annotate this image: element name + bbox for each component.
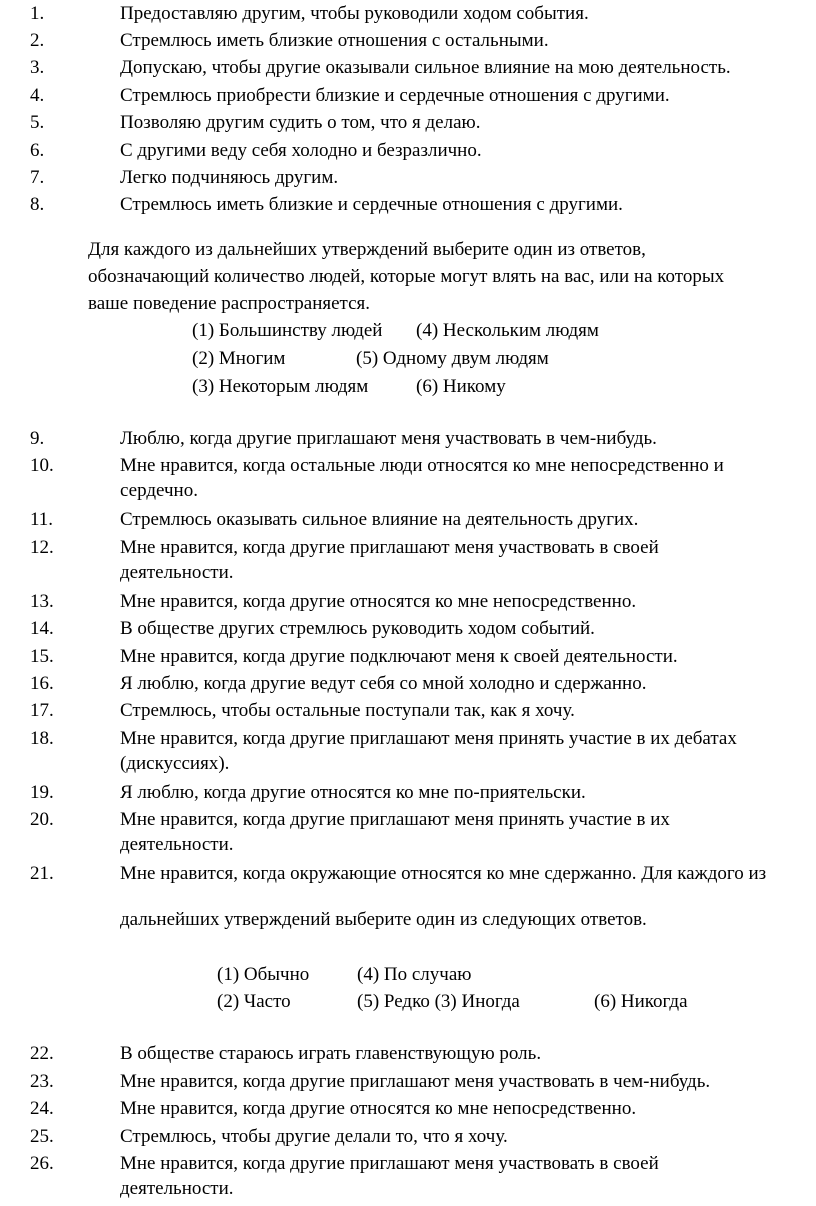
item-number: 16. — [30, 673, 54, 694]
item-number: 1. — [30, 3, 45, 24]
item-number: 5. — [30, 112, 45, 133]
item-number: 10. — [30, 455, 54, 476]
item-number: 6. — [30, 140, 45, 161]
item-text-continuation: сердечно. — [120, 480, 198, 501]
item-number: 4. — [30, 85, 45, 106]
item-text: Я люблю, когда другие ведут себя со мной холодно и сдержанно. — [120, 673, 647, 694]
item-number: 23. — [30, 1071, 54, 1092]
item-text: Мне нравится, когда окружающие относятся ко мне сдержанно. Для каждого из — [120, 863, 767, 884]
item-text: Мне нравится, когда другие приглашают меня принять участие в их дебатах — [120, 728, 737, 749]
item-text: Стремлюсь, чтобы остальные поступали так, как я хочу. — [120, 700, 575, 721]
item-number: 8. — [30, 194, 45, 215]
instruction-line: ваше поведение распространяется. — [88, 293, 371, 314]
answer-option: (2) Часто — [217, 991, 291, 1012]
answer-option: (6) Никогда — [594, 991, 688, 1012]
answer-option: (5) Одному двум людям — [356, 348, 549, 369]
item-text: Стремлюсь, чтобы другие делали то, что я хочу. — [120, 1126, 508, 1147]
answer-option: (1) Большинству людей — [192, 320, 383, 341]
item-number: 17. — [30, 700, 54, 721]
item-text-continuation: деятельности. — [120, 562, 234, 583]
item-text: Стремлюсь оказывать сильное влияние на деятельность других. — [120, 509, 639, 530]
item-text: Мне нравится, когда другие приглашают меня принять участие в их — [120, 809, 670, 830]
item-text: С другими веду себя холодно и безразлично. — [120, 140, 482, 161]
item-number: 26. — [30, 1153, 54, 1174]
instruction-line: дальнейших утверждений выберите один из следующих ответов. — [120, 909, 647, 930]
answer-option: (5) Редко (3) Иногда — [357, 991, 520, 1012]
item-number: 25. — [30, 1126, 54, 1147]
item-text: Мне нравится, когда другие подключают меня к своей деятельности. — [120, 646, 678, 667]
item-text: Люблю, когда другие приглашают меня участвовать в чем-нибудь. — [120, 428, 657, 449]
item-number: 24. — [30, 1098, 54, 1119]
item-number: 21. — [30, 863, 54, 884]
item-number: 2. — [30, 30, 45, 51]
item-text: Предоставляю другим, чтобы руководили ходом события. — [120, 3, 589, 24]
item-number: 15. — [30, 646, 54, 667]
item-number: 14. — [30, 618, 54, 639]
item-text: Стремлюсь иметь близкие отношения с остальными. — [120, 30, 549, 51]
item-text-continuation: деятельности. — [120, 1178, 234, 1199]
item-number: 3. — [30, 57, 45, 78]
item-number: 13. — [30, 591, 54, 612]
answer-option: (2) Многим — [192, 348, 286, 369]
instruction-line: обозначающий количество людей, которые могут влять на вас, или на которых — [88, 266, 725, 287]
item-text: Мне нравится, когда остальные люди относятся ко мне непосредственно и — [120, 455, 724, 476]
item-number: 18. — [30, 728, 54, 749]
item-text: Я люблю, когда другие относятся ко мне по-приятельски. — [120, 782, 586, 803]
item-text: В обществе других стремлюсь руководить ходом событий. — [120, 618, 595, 639]
answer-option: (1) Обычно — [217, 964, 310, 985]
item-text: Стремлюсь приобрести близкие и сердечные отношения с другими. — [120, 85, 670, 106]
answer-option: (6) Никому — [416, 376, 506, 397]
item-text: Стремлюсь иметь близкие и сердечные отношения с другими. — [120, 194, 623, 215]
item-number: 7. — [30, 167, 45, 188]
answer-option: (4) Нескольким людям — [416, 320, 599, 341]
answer-option: (3) Некоторым людям — [192, 376, 369, 397]
item-text: Позволяю другим судить о том, что я делаю. — [120, 112, 481, 133]
instruction-line: Для каждого из дальнейших утверждений выберите один из ответов, — [88, 239, 646, 260]
item-number: 19. — [30, 782, 54, 803]
item-number: 20. — [30, 809, 54, 830]
item-text: Мне нравится, когда другие приглашают меня участвовать в своей — [120, 537, 659, 558]
answer-option: (4) По случаю — [357, 964, 472, 985]
item-number: 11. — [30, 509, 54, 530]
item-text-continuation: деятельности. — [120, 834, 234, 855]
item-text: Мне нравится, когда другие относятся ко мне непосредственно. — [120, 591, 637, 612]
item-text: Мне нравится, когда другие приглашают меня участвовать в чем-нибудь. — [120, 1071, 711, 1092]
item-text: Мне нравится, когда другие относятся ко мне непосредственно. — [120, 1098, 637, 1119]
item-number: 22. — [30, 1043, 54, 1064]
item-number: 9. — [30, 428, 45, 449]
item-number: 12. — [30, 537, 54, 558]
item-text-continuation: (дискуссиях). — [120, 753, 230, 774]
item-text: В обществе стараюсь играть главенствующую роль. — [120, 1043, 542, 1064]
item-text: Допускаю, чтобы другие оказывали сильное влияние на мою деятельность. — [120, 57, 731, 78]
item-text: Мне нравится, когда другие приглашают меня участвовать в своей — [120, 1153, 659, 1174]
item-text: Легко подчиняюсь другим. — [120, 167, 339, 188]
